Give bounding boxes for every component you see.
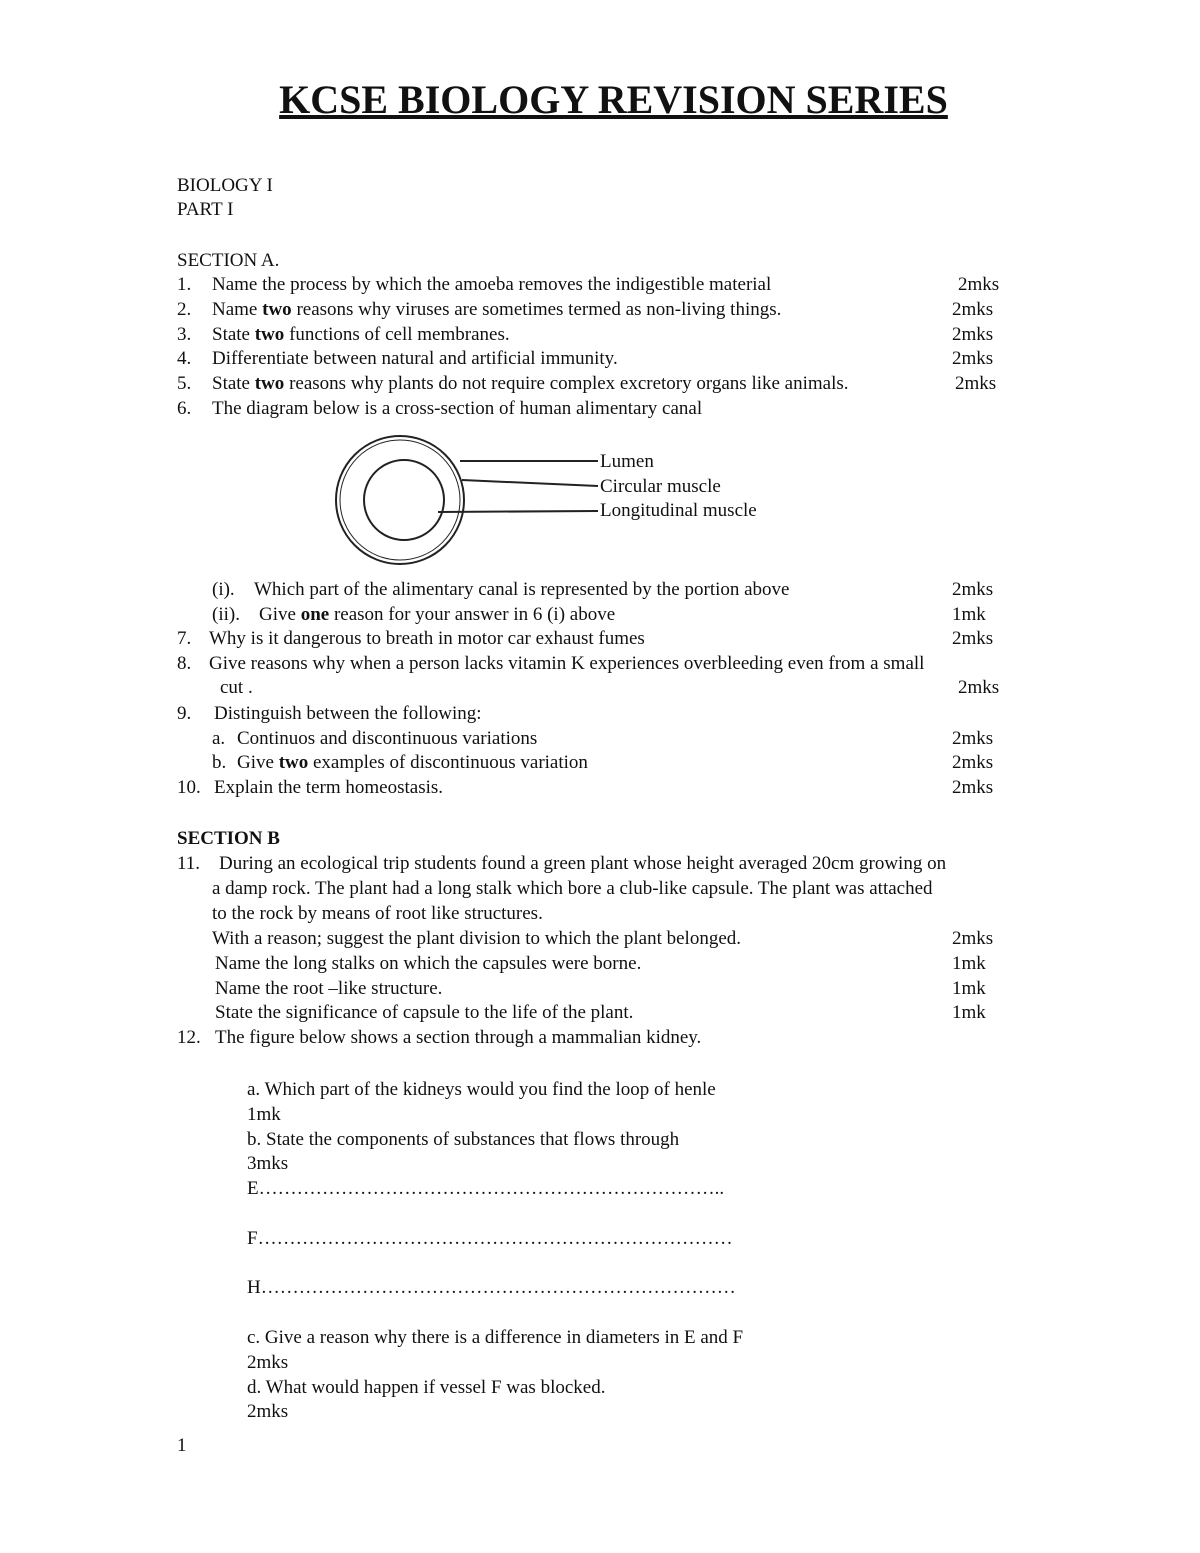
q11-part-2-text: Name the long stalks on which the capsules were borne. — [215, 953, 642, 974]
q8-text-continued: cut . — [220, 677, 253, 698]
answer-line-e: E……………………………………………………………….. — [247, 1178, 725, 1199]
q11-part-1-marks: 2mks — [952, 928, 994, 949]
alimentary-canal-diagram — [320, 420, 820, 580]
paper-name: BIOLOGY I — [177, 175, 273, 196]
q9a-text: Continuos and discontinuous variations — [237, 728, 538, 749]
q6-number: 6. — [177, 398, 192, 419]
q3-marks: 2mks — [952, 324, 994, 345]
q12b-text: b. State the components of substances that flows through — [247, 1129, 680, 1150]
q9b-label: b. — [212, 752, 227, 773]
q11-part-4-marks: 1mk — [952, 1002, 986, 1023]
q10-number: 10. — [177, 777, 201, 798]
document-title: KCSE BIOLOGY REVISION SERIES — [279, 77, 948, 122]
q12-number: 12. — [177, 1027, 201, 1048]
q6i-marks: 2mks — [952, 579, 994, 600]
q11-number: 11. — [177, 853, 201, 874]
q5-number: 5. — [177, 373, 192, 394]
q7-text: Why is it dangerous to breath in motor car exhaust fumes — [209, 628, 645, 649]
longitudinal-muscle-pointer — [438, 511, 598, 512]
q12b-marks: 3mks — [247, 1153, 289, 1174]
q2-number: 2. — [177, 299, 192, 320]
q6i-text: Which part of the alimentary canal is represented by the portion above — [254, 579, 790, 600]
q12c-marks: 2mks — [247, 1352, 289, 1373]
q9b-text: Give two examples of discontinuous variation — [237, 752, 588, 773]
q4-text: Differentiate between natural and artificial immunity. — [212, 348, 618, 369]
q9-number: 9. — [177, 703, 192, 724]
q11-part-2-marks: 1mk — [952, 953, 986, 974]
q9a-marks: 2mks — [952, 728, 994, 749]
q12a-text: a. Which part of the kidneys would you find the loop of henle — [247, 1079, 716, 1100]
q2-marks: 2mks — [952, 299, 994, 320]
q12c-text: c. Give a reason why there is a difference in diameters in E and F — [247, 1327, 744, 1348]
q1-number: 1. — [177, 274, 192, 295]
q9-text: Distinguish between the following: — [214, 703, 482, 724]
q11-part-4-text: State the significance of capsule to the life of the plant. — [215, 1002, 634, 1023]
q11-line-1: During an ecological trip students found a green plant whose height averaged 20cm growing on — [219, 853, 947, 874]
q8-number: 8. — [177, 653, 192, 674]
q12-text: The figure below shows a section through a mammalian kidney. — [215, 1027, 702, 1048]
q7-marks: 2mks — [952, 628, 994, 649]
label-longitudinal-muscle: Longitudinal muscle — [600, 500, 757, 521]
q8-marks: 2mks — [958, 677, 1000, 698]
q8-text: Give reasons why when a person lacks vitamin K experiences overbleeding even from a small — [209, 653, 925, 674]
page-number: 1 — [177, 1435, 187, 1456]
q2-text: Name two reasons why viruses are sometimes termed as non-living things. — [212, 299, 782, 320]
section-b-heading: SECTION B — [177, 828, 280, 849]
label-lumen: Lumen — [600, 451, 654, 472]
q10-text: Explain the term homeostasis. — [214, 777, 444, 798]
circular-muscle-pointer — [462, 480, 598, 486]
outer-circle-inner-edge — [340, 440, 460, 560]
q6ii-marks: 1mk — [952, 604, 986, 625]
q1-text: Name the process by which the amoeba removes the indigestible material — [212, 274, 772, 295]
q7-number: 7. — [177, 628, 192, 649]
answer-line-f: F………………………………………………………………… — [247, 1228, 733, 1249]
q3-text: State two functions of cell membranes. — [212, 324, 510, 345]
q3-number: 3. — [177, 324, 192, 345]
section-a-heading: SECTION A. — [177, 250, 280, 271]
q11-part-1-text: With a reason; suggest the plant division to which the plant belonged. — [212, 928, 742, 949]
q11-line-3: to the rock by means of root like structures. — [212, 903, 543, 924]
answer-line-h: H………………………………………………………………… — [247, 1277, 736, 1298]
q4-number: 4. — [177, 348, 192, 369]
q12d-text: d. What would happen if vessel F was blocked. — [247, 1377, 606, 1398]
q11-part-3-text: Name the root –like structure. — [215, 978, 443, 999]
q9a-label: a. — [212, 728, 226, 749]
inner-circle — [364, 460, 444, 540]
q4-marks: 2mks — [952, 348, 994, 369]
q11-line-2: a damp rock. The plant had a long stalk which bore a club-like capsule. The plant was attached — [212, 878, 933, 899]
q6-text: The diagram below is a cross-section of human alimentary canal — [212, 398, 703, 419]
label-circular-muscle: Circular muscle — [600, 476, 721, 497]
q5-text: State two reasons why plants do not require complex excretory organs like animals. — [212, 373, 849, 394]
q6ii-text: Give one reason for your answer in 6 (i) above — [259, 604, 616, 625]
part-label: PART I — [177, 199, 234, 220]
q10-marks: 2mks — [952, 777, 994, 798]
q5-marks: 2mks — [955, 373, 997, 394]
q9b-marks: 2mks — [952, 752, 994, 773]
q12a-marks: 1mk — [247, 1104, 281, 1125]
q6ii-number: (ii). — [212, 604, 240, 625]
q6i-number: (i). — [212, 579, 235, 600]
q11-part-3-marks: 1mk — [952, 978, 986, 999]
q1-marks: 2mks — [958, 274, 1000, 295]
q12d-marks: 2mks — [247, 1401, 289, 1422]
